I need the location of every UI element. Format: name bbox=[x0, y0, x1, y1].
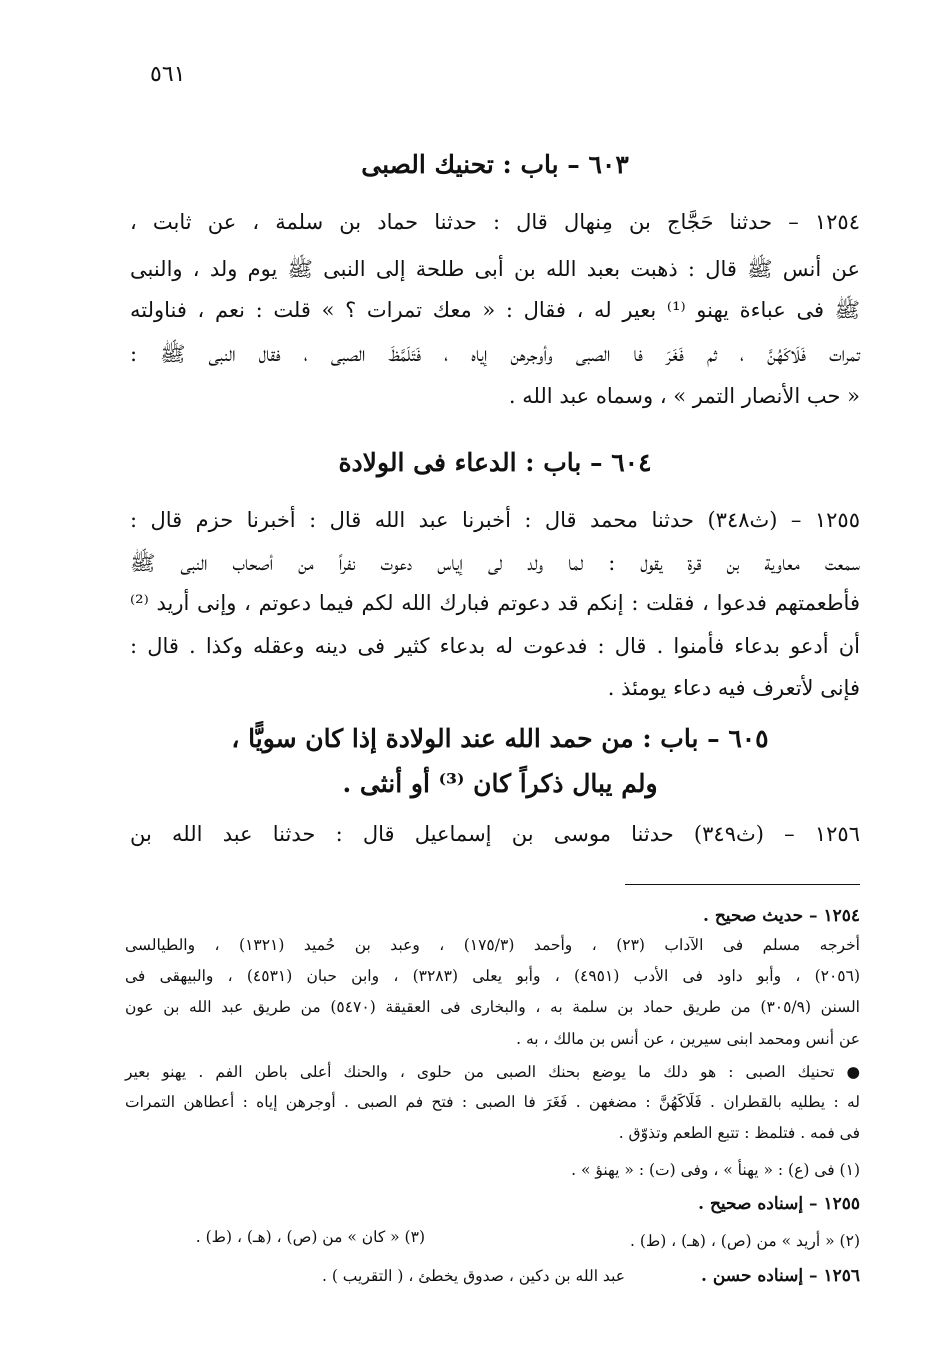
gloss-line: فى فمه . فتلمظ : تتبع الطعم وتذوّق . bbox=[618, 1124, 860, 1142]
footnote-1255-title: ١٢٥٥ – إسناده صحيح . bbox=[698, 1194, 860, 1214]
text-line: ١٢٥٥ – (ث٣٤٨) حدثنا محمد قال : أخبرنا عبد الله قال : أخبرنا حزم قال : bbox=[130, 508, 860, 532]
footnote-line: السنن (٣٠٥/٩) من طريق حماد بن سلمة به ، والبخارى فى العقيقة (٥٤٧٠) من طريق عبد الله بن عون bbox=[125, 998, 860, 1016]
footnote-1256-text: عبد الله بن دكين ، صدوق يخطئ ، ( التقريب ) . bbox=[321, 1267, 625, 1285]
text-line: عن أنس ﷺ قال : ذهبت بعبد الله بن أبى طلحة إلى النبى ﷺ يوم ولد ، والنبى bbox=[130, 257, 860, 281]
page-number: ٥٦١ bbox=[150, 62, 186, 87]
gloss-line: له : يطليه بالقطران . فَلَاكَهُنَّ : مضغهن . فَغَرَ فا الصبى : فتح فم الصبى . أوجرهن إياه : أعطاهن التمرات bbox=[125, 1093, 860, 1111]
variant-note-2: (٢) « أريد » من (ص) ، (هـ) ، (ط) . bbox=[629, 1232, 860, 1250]
text-line: فأطعمتهم فدعوا ، فقلت : إنكم قد دعوتم فبارك الله لكم فيما دعوتم ، وإنى أريد ⁽²⁾ bbox=[130, 591, 860, 615]
chapter-heading-603: ٦٠٣ – باب : تحنيك الصبى bbox=[361, 150, 629, 179]
text-line: « حب الأنصار التمر » ، وسماه عبد الله . bbox=[508, 384, 860, 408]
footnote-1256-label: ١٢٥٦ – إسناده حسن . bbox=[701, 1266, 860, 1286]
footnote-line: عن أنس ومحمد ابنى سيرين ، عن أنس بن مالك ، به . bbox=[516, 1030, 860, 1048]
chapter-heading-605: ٦٠٥ – باب : من حمد الله عند الولادة إذا كان سويًّا ، bbox=[231, 724, 769, 753]
text-line: سمعت معاوية بن قرة يقول : لما ولد لى إياس دعوت نفراً من أصحاب النبى ﷺ bbox=[130, 551, 860, 575]
variant-note-1: (١) فى (ع) : « يهنأ » ، وفى (ت) : « يهنؤ » . bbox=[571, 1161, 860, 1179]
text-line: فإنى لأتعرف فيه دعاء يومئذ . bbox=[607, 676, 860, 700]
variant-note-3: (٣) « كان » من (ص) ، (هـ) ، (ط) . bbox=[195, 1228, 425, 1246]
gloss-line: ● تحنيك الصبى : هو دلك ما يوضع بحنك الصبى من حلوى ، والحنك أعلى باطن الفم . يهنو بعير bbox=[125, 1063, 860, 1081]
text-line: ١٢٥٦ – (ث٣٤٩) حدثنا موسى بن إسماعيل قال : حدثنا عبد الله بن bbox=[130, 822, 860, 846]
chapter-heading-604: ٦٠٤ – باب : الدعاء فى الولادة bbox=[338, 448, 652, 477]
footnote-separator bbox=[625, 884, 860, 885]
text-line: ١٢٥٤ – حدثنا حَجَّاج بن مِنهال قال : حدثنا حماد بن سلمة ، عن ثابت ، bbox=[130, 210, 860, 234]
text-line: ﷺ فى عباءة يهنو ⁽¹⁾ بعير له ، فقال : « معك تمرات ؟ » قلت : نعم ، فناولته bbox=[130, 298, 861, 322]
chapter-heading-605-cont: ولم يبال ذكراً كان ⁽³⁾ أو أنثى . bbox=[342, 769, 658, 798]
footnote-line: (٢٠٥٦) ، وأبو داود فى الأدب (٤٩٥١) ، وأبو يعلى (٣٢٨٣) ، وابن حبان (٤٥٣١) ، والبيهقى فى bbox=[125, 967, 861, 985]
footnote-1254-title: ١٢٥٤ – حديث صحيح . bbox=[703, 906, 860, 926]
text-line: أن أدعو بدعاء فأمنوا . قال : فدعوت له بدعاء كثير فى دينه وعقله وكذا . قال : bbox=[130, 634, 860, 658]
footnote-line: أخرجه مسلم فى الآداب (٢٣) ، وأحمد (١٧٥/٣) ، وعبد بن حُميد (١٣٢١) ، والطيالسى bbox=[125, 936, 860, 954]
text-line: تمرات فَلَاكَهُنَّ ، ثم فَغَرَ فا الصبى وأوجرهن إياه ، فَتَلَمَّظَ الصبى ، فقال النبى ﷺ : bbox=[130, 342, 860, 366]
